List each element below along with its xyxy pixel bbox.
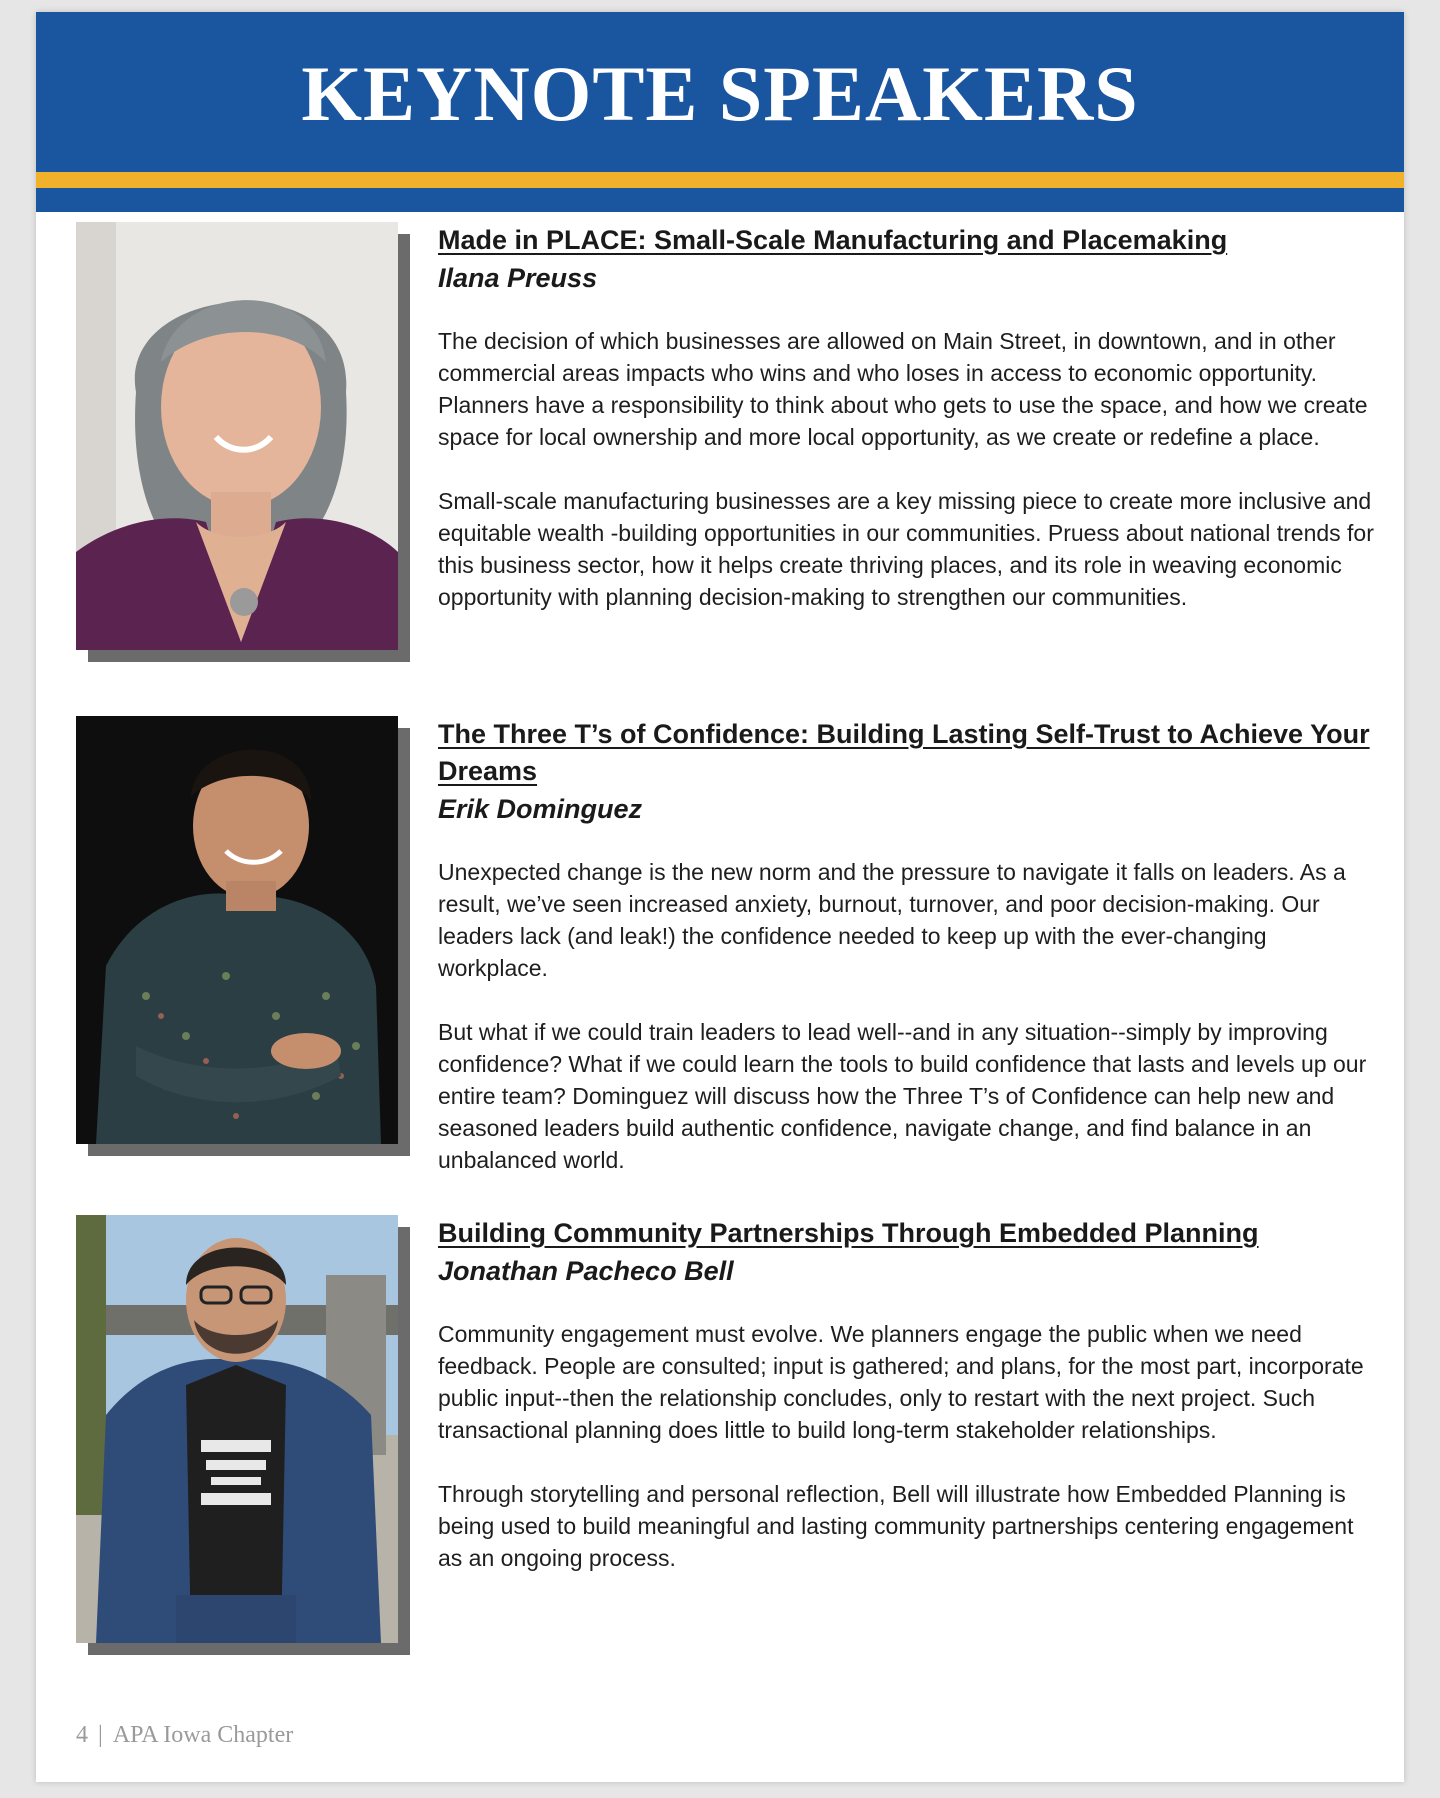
gold-stripe (36, 172, 1404, 188)
footer-org: APA Iowa Chapter (112, 1722, 294, 1748)
speaker-photo-bell (76, 1215, 398, 1643)
speaker-photo-dominguez (76, 716, 398, 1144)
portrait-image (76, 716, 398, 1144)
page-title: KEYNOTE SPEAKERS (301, 50, 1139, 137)
session-description: Community engagement must evolve. We planners engage the public when we need feedback. People are consulted; input is gathered; and plans, for the most part, incorporate public input--then the relationship concludes, only to restart with the next project. Such transactional planning does little to build long-term stakeholder relationships. (438, 1321, 1364, 1443)
footer-separator: | (98, 1722, 103, 1748)
session-title: The Three T’s of Confidence: Building Lasting Self-Trust to Achieve Your Dreams (438, 719, 1370, 786)
speaker-name: Jonathan Pacheco Bell (438, 1256, 734, 1286)
page-footer (76, 1722, 293, 1749)
session-description: The decision of which businesses are allowed on Main Street, in downtown, and in other commercial areas impacts who wins and who loses in access to economic opportunity. Planners have a responsibility to think about who gets to use the space, and how we create space for local ownership and more local opportunity, as we create or redefine a place. (438, 328, 1368, 450)
session-title: Building Community Partnerships Through Embedded Planning (438, 1218, 1259, 1248)
header-banner (36, 12, 1404, 212)
session-description: Unexpected change is the new norm and the pressure to navigate it falls on leaders. As a result, we’ve seen increased anxiety, burnout, turnover, and poor decision-making. Our leaders lack (and leak!) the confidence needed to keep up with the ever-changing workplace. (438, 859, 1346, 981)
speaker-text-preuss (438, 222, 1378, 645)
session-title: Made in PLACE: Small-Scale Manufacturing and Placemaking (438, 225, 1228, 255)
session-description: But what if we could train leaders to lead well--and in any situation--simply by improving confidence? What if we could learn the tools to build confidence that lasts and levels up our entire team? Dominguez will discuss how the Three T’s of Confidence can help new and seasoned leaders build authentic confidence, navigate change, and find balance in an unbalanced world. (438, 1019, 1367, 1173)
page (36, 12, 1404, 1782)
session-description: Through storytelling and personal reflection, Bell will illustrate how Embedded Planning is being used to build meaningful and lasting community partnerships centering engagement as an ongoing process. (438, 1481, 1354, 1571)
session-description: Small-scale manufacturing businesses are a key missing piece to create more inclusive and equitable wealth -building opportunities in our communities. Pruess about national trends for this business sector, how it helps create thriving places, and its role in weaving economic opportunity with planning decision-making to strengthen our communities. (438, 488, 1374, 610)
portrait-image (76, 222, 398, 650)
speaker-photo-preuss (76, 222, 398, 650)
speaker-text-bell (438, 1215, 1378, 1606)
speaker-name: Ilana Preuss (438, 263, 598, 293)
portrait-image (76, 1215, 398, 1643)
speaker-text-dominguez (438, 716, 1378, 1208)
speaker-name: Erik Dominguez (438, 794, 643, 824)
page-number: 4 (76, 1722, 88, 1748)
